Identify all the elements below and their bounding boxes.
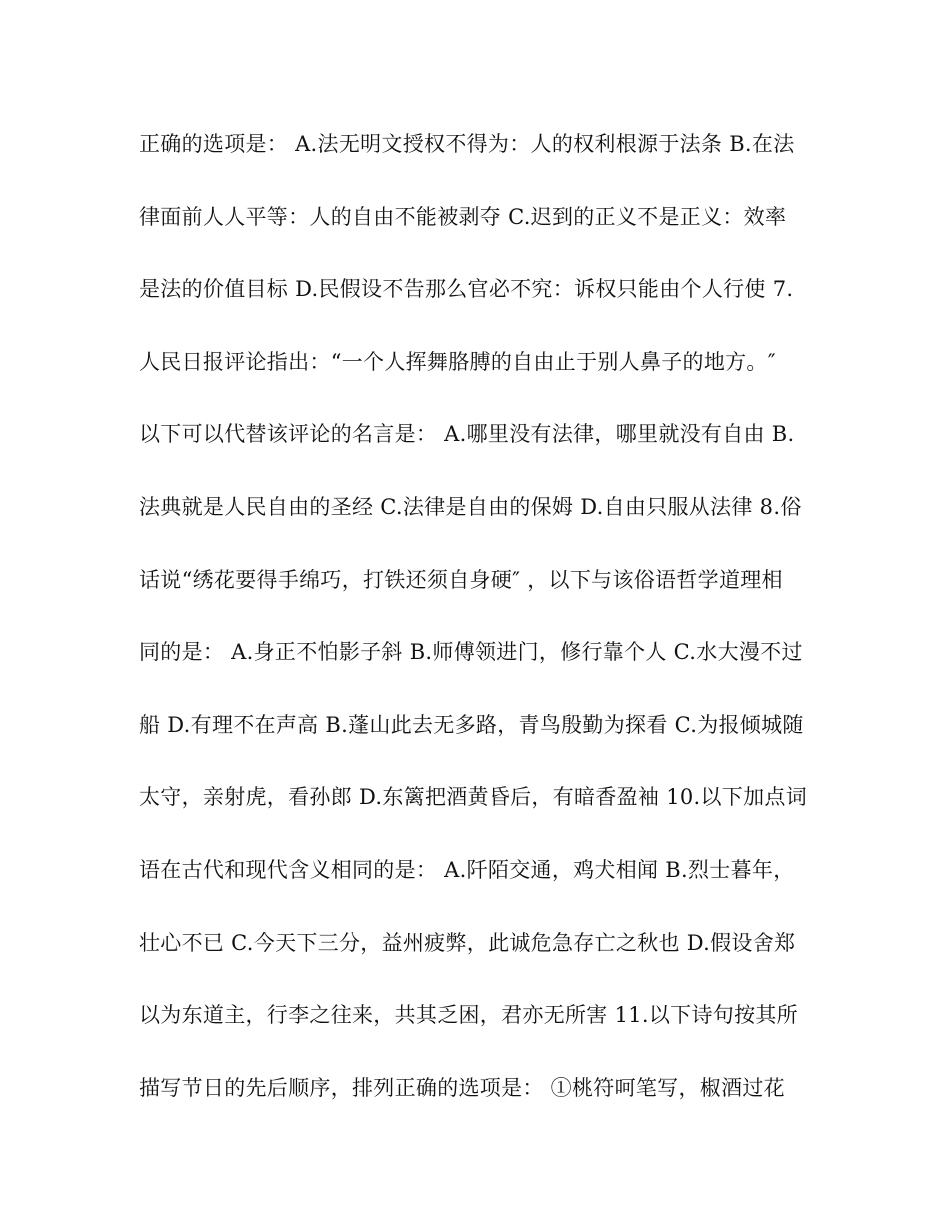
text-line: 以为东道主，行李之往来，共其乏困，君亦无所害 11.以下诗句按其所 [139, 1003, 798, 1028]
text-line: 法典就是人民自由的圣经 C.法律是自由的保姆 D.自由只服从法律 8.俗 [139, 494, 802, 519]
text-line: 同的是： A.身正不怕影子斜 B.师傅领进门，修行靠个人 C.水大漫不过 [139, 640, 803, 665]
text-line: 描写节日的先后顺序，排列正确的选项是： ①桃符呵笔写，椒酒过花 [139, 1075, 785, 1100]
text-line: 是法的价值目标 D.民假设不告那么官必不究：诉权只能由个人行使 7. [139, 277, 794, 302]
document-body [139, 124, 819, 1140]
text-line: 语在古代和现代含义相同的是： A.阡陌交通，鸡犬相闻 B.烈士暮年， [139, 857, 795, 882]
text-line: 话说“绣花要得手绵巧，打铁还须自身硬″ ，以下与该俗语哲学道理相 [139, 567, 783, 592]
text-line: 律面前人人平等：人的自由不能被剥夺 C.迟到的正义不是正义：效率 [139, 204, 787, 229]
text-line: 船 D.有理不在声高 B.蓬山此去无多路，青鸟殷勤为探看 C.为报倾城随 [139, 712, 804, 737]
text-line: 以下可以代替该评论的名言是： A.哪里没有法律，哪里就没有自由 B. [139, 422, 795, 447]
text-line: 太守，亲射虎，看孙郎 D.东篱把酒黄昏后，有暗香盈袖 10.以下加点词 [139, 785, 808, 810]
text-line: 壮心不已 C.今天下三分，益州疲弊，此诚危急存亡之秋也 D.假设舍郑 [139, 930, 796, 955]
text-line: 人民日报评论指出：“一个人挥舞胳膊的自由止于别人鼻子的地方。″ [139, 349, 776, 374]
text-line: 正确的选项是： A.法无明文授权不得为：人的权利根源于法条 B.在法 [139, 132, 795, 156]
